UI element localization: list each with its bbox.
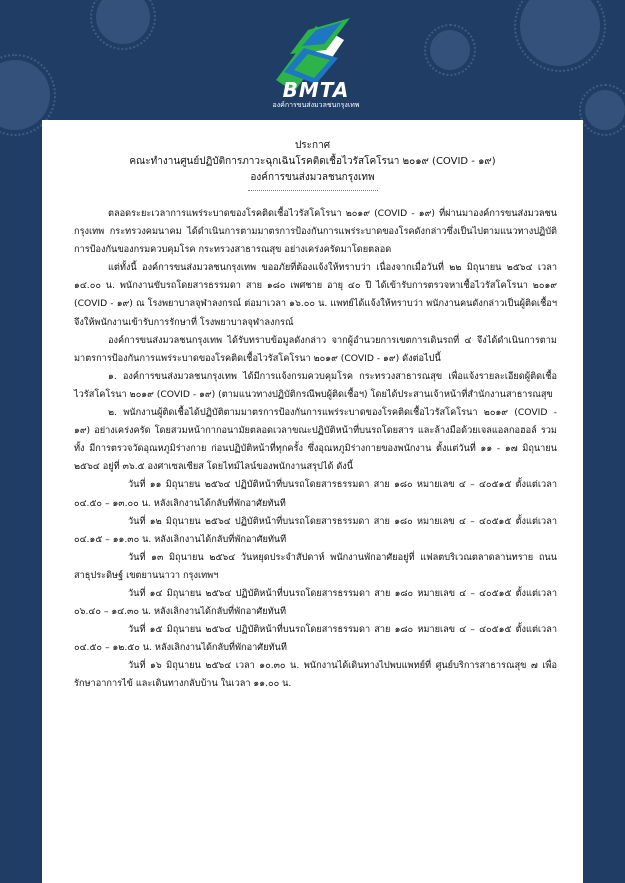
paragraph: ๒. พนักงานผู้ติดเชื้อได้ปฏิบัติตามมาตรการป้องกันการแพร่ระบาดของโรคติดเชื้อไวรัสโคโรนา ๒๐๑๙ (COVID - ๑๙) อย่างเคร่งครัด โดยสวมหน้ากากอนามัยตลอดเวลาขณะปฏิบัติหน้าที่บนรถโดยสาร และล้างมือด้วยเจลแอลกอฮอล์ รวมทั้ง มีการตรวจวัดอุณหภูมิร่างกาย ก่อนปฏิบัติหน้าที่ทุกครั้ง ซึ่งอุณหภูมิร่างกายของพนักงาน ตั้งแต่วันที่ ๑๑ - ๑๗ มิถุนายน ๒๕๖๔ อยู่ที่ ๓๖.๕ องศาเซลเซียส โดยไทม์ไลน์ของพนักงานสรุปได้ ดังนี้	[74, 407, 557, 473]
paragraph: ๑. องค์การขนส่งมวลชนกรุงเทพ ได้มีการแจ้งกรมควบคุมโรค กระทรวงสาธารณสุข เพื่อแจ้งรายละเอียดผู้ติดเชื้อไวรัสโคโรนา ๒๐๑๙ (COVID - ๑๙) (ตามแนวทางปฏิบัติกรณีพบผู้ติดเชื้อฯ) โดยได้ประสานเจ้าหน้าที่สำนักงานสาธารณสุข	[74, 370, 557, 400]
timeline-entry: วันที่ ๑๕ มิถุนายน ๒๕๖๔ ปฏิบัติหน้าที่บนรถโดยสารธรรมดา สาย ๑๘๐ หมายเลข ๔ – ๔๐๕๑๕ ตั้งแต่เวลา ๐๔.๕๐ – ๑๒.๕๐ น. หลังเลิกงานได้กลับที่พักอาศัยทันที	[74, 624, 557, 654]
announcement-document	[42, 120, 583, 883]
logo-name: BMTA	[282, 78, 350, 102]
virus-decoration	[585, 90, 625, 130]
virus-decoration	[96, 0, 150, 44]
timeline-entry: วันที่ ๑๔ มิถุนายน ๒๕๖๔ ปฏิบัติหน้าที่บนรถโดยสารธรรมดา สาย ๑๘๐ หมายเลข ๔ – ๔๐๕๑๕ ตั้งแต่เวลา ๐๖.๔๐ – ๑๔.๓๐ น. หลังเลิกงานได้กลับที่พักอาศัยทันที	[74, 587, 557, 618]
announcement-body	[42, 205, 583, 694]
heading-title: ประกาศ	[294, 140, 331, 151]
paragraph: องค์การขนส่งมวลชนกรุงเทพ ได้รับทราบข้อมูลดังกล่าว จากผู้อำนวยการเขตการเดินรถที่ ๔ จึงได้ดำเนินการตามมาตรการป้องกันการแพร่ระบาดของโรคติดเชื้อไวรัสโคโรนา ๒๐๑๙ (COVID - ๑๙) ดังต่อไปนี้	[74, 334, 557, 364]
announcement-heading	[42, 120, 583, 186]
timeline-entry: วันที่ ๑๓ มิถุนายน ๒๕๖๔ วันหยุดประจำสัปดาห์ พนักงานพักอาศัยอยู่ที่ แฟลตบริเวณตลาดลานทราย ถนนสาธุประดิษฐ์ เขตยานนาวา กรุงเทพฯ	[74, 551, 557, 581]
timeline-entry: วันที่ ๑๖ มิถุนายน ๒๕๖๔ เวลา ๑๐.๓๐ น. พนักงานได้เดินทางไปพบแพทย์ที่ ศูนย์บริการสาธารณสุข ๗ เพื่อรักษาอาการไข้ และเดินทางกลับบ้าน ในเวลา ๑๑.๐๐ น.	[74, 660, 557, 690]
paragraph: แต่ทั้งนี้ องค์การขนส่งมวลชนกรุงเทพ ขออภัยที่ต้องแจ้งให้ทราบว่า เนื่องจากเมื่อวันที่ ๒๒ มิถุนายน ๒๕๖๔ เวลา ๑๔.๐๐ น. พนักงานขับรถโดยสารธรรมดา สาย ๑๘๐ เพศชาย อายุ ๔๐ ปี ได้เข้ารับการตรวจหาเชื้อไวรัสโคโรนา ๒๐๑๙ (COVID - ๑๙) ณ โรงพยาบาลจุฬาลงกรณ์ ต่อมาเวลา ๑๖.๐๐ น. แพทย์ได้แจ้งให้ทราบว่า พนักงานคนดังกล่าวเป็นผู้ติดเชื้อฯ จึงให้พนักงานเข้ารับการรักษาที่ โรงพยาบาลจุฬาลงกรณ์	[74, 262, 557, 328]
heading-committee: คณะทำงานศูนย์ปฏิบัติการภาวะฉุกเฉินโรคติดเชื้อไวรัสโคโรนา ๒๐๑๙ (COVID - ๑๙)	[129, 156, 496, 167]
paragraph: ตลอดระยะเวลาการแพร่ระบาดของโรคติดเชื้อไวรัสโคโรนา ๒๐๑๙ (COVID - ๑๙) ที่ผ่านมาองค์การขนส่งมวลชนกรุงเทพ กระทรวงคมนาคม ได้ดำเนินการตามมาตรการป้องกันการแพร่ระบาดของโรคดังกล่าวซึ่งเป็นไปตามแนวทางปฏิบัติการป้องกันของกรมควบคุมโรค กระทรวงสาธารณสุข อย่างเคร่งครัดมาโดยตลอด	[74, 208, 557, 256]
timeline-entry: วันที่ ๑๒ มิถุนายน ๒๕๖๔ ปฏิบัติหน้าที่บนรถโดยสารธรรมดา สาย ๑๘๐ หมายเลข ๔ – ๔๐๕๑๕ ตั้งแต่เวลา ๐๔.๑๕ – ๑๑.๓๐ น. หลังเลิกงานได้กลับที่พักอาศัยทันที	[74, 515, 557, 545]
virus-decoration	[430, 30, 470, 70]
heading-organization: องค์การขนส่งมวลชนกรุงเทพ	[250, 172, 375, 183]
virus-decoration	[520, 0, 600, 66]
timeline-entry: วันที่ ๑๑ มิถุนายน ๒๕๖๔ ปฏิบัติหน้าที่บนรถโดยสารธรรมดา สาย ๑๘๐ หมายเลข ๔ – ๔๐๕๑๕ ตั้งแต่เวลา ๐๔.๕๐ – ๑๓.๐๐ น. หลังเลิกงานได้กลับที่พักอาศัยทันที	[74, 479, 557, 509]
heading-divider	[248, 190, 378, 191]
logo-subtitle: องค์การขนส่งมวลชนกรุงเทพ	[272, 101, 360, 109]
